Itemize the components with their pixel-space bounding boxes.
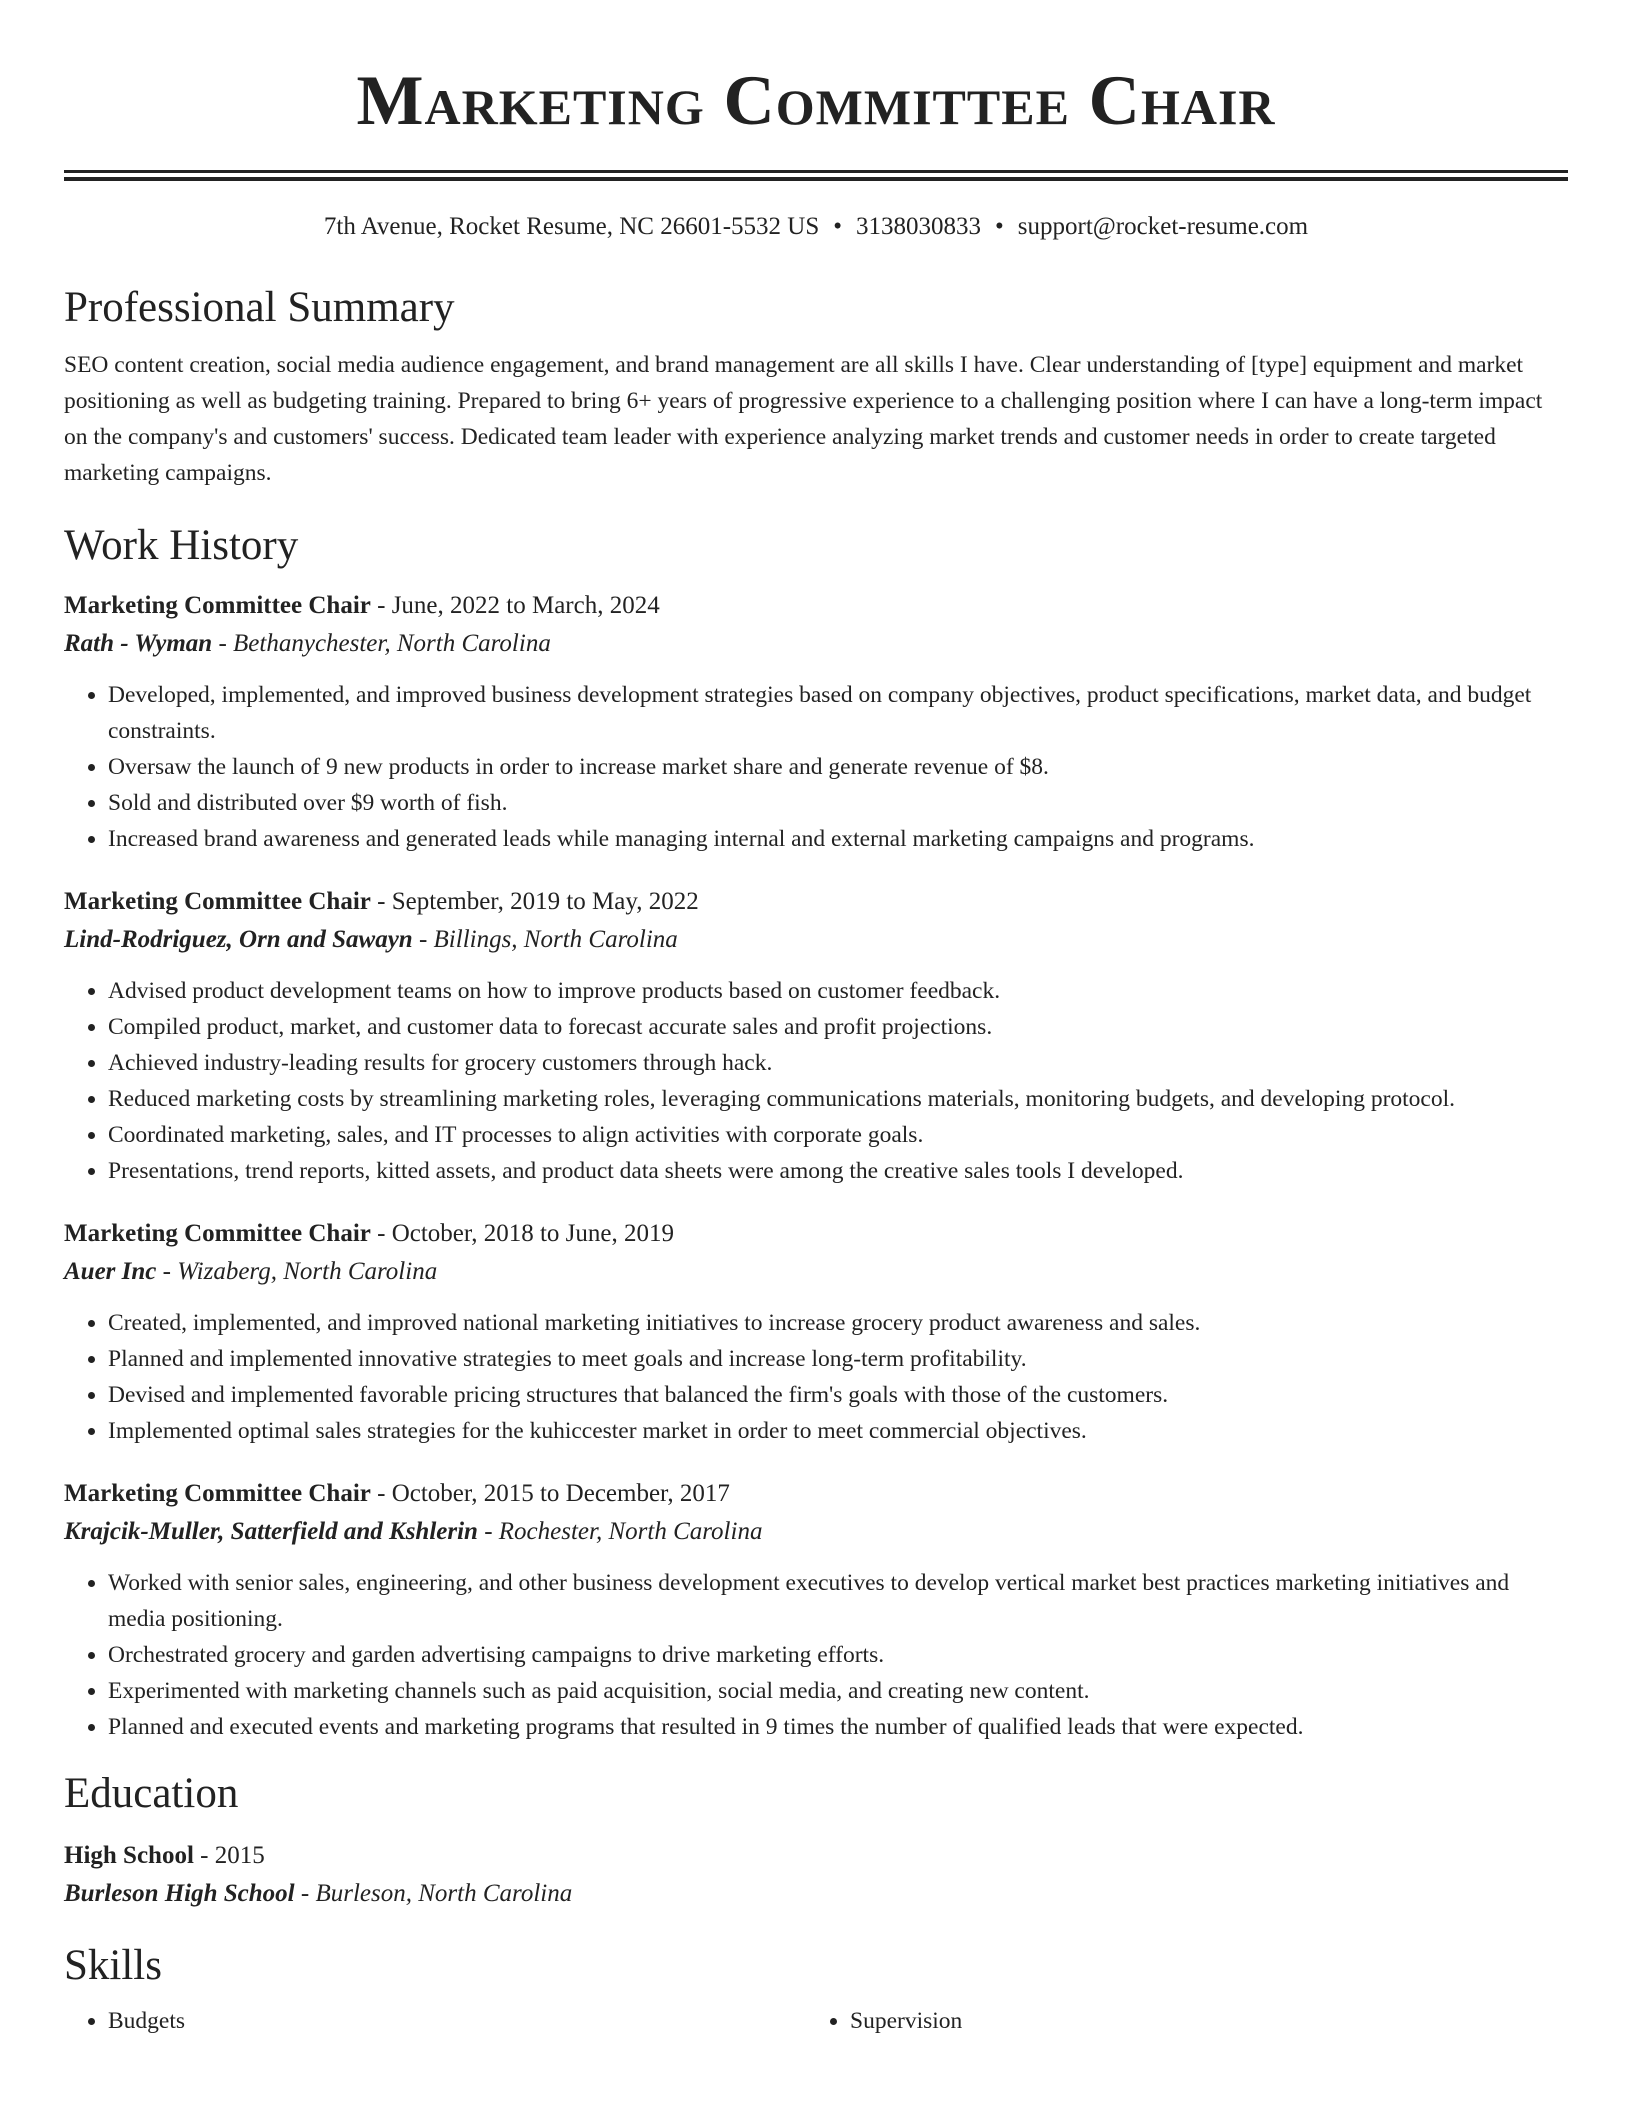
education-entry [64,1837,1568,1913]
list-item: • Coordinated marketing, sales, and IT processes to align activities with corporate goals. [108,1117,1568,1153]
job-company: Rath - Wyman [64,630,213,657]
work-history-heading: Work History [64,522,299,569]
list-item: • Achieved industry-leading results for grocery customers through hack. [108,1045,1568,1081]
contact-email: support@rocket-resume.com [1017,213,1309,240]
contact-separator: • [833,213,843,240]
education-school-line [64,1875,1568,1913]
list-item: • Increased brand awareness and generated leads while managing internal and external marketing campaigns and programs. [108,821,1568,857]
job-company-line [64,1253,1568,1291]
education-school: Burleson High School [64,1880,295,1907]
job-company-line [64,921,1568,959]
list-item: • Worked with senior sales, engineering, and other business development executives to develop vertical market best practices marketing initiatives and media positioning. [108,1565,1568,1637]
job-dates: - October, 2018 to June, 2019 [370,1220,674,1247]
job-dates: - September, 2019 to May, 2022 [370,888,699,915]
job-dates: - June, 2022 to March, 2024 [370,592,660,619]
job-bullets [64,973,1568,1189]
list-item: • Planned and executed events and marketing programs that resulted in 9 times the number of qualified leads that were expected. [108,1709,1568,1745]
list-item: • Oversaw the launch of 9 new products in order to increase market share and generate revenue of $8. [108,749,1568,785]
job-company-line [64,625,1568,663]
education-degree: High School [64,1842,194,1869]
list-item: • Experimented with marketing channels such as paid acquisition, social media, and creating new content. [108,1673,1568,1709]
job-title-line [64,883,1568,921]
skills-section [64,1939,1568,2039]
list-item: • Sold and distributed over $9 worth of fish. [108,785,1568,821]
list-item: • Implemented optimal sales strategies for the kuhiccester market in order to meet commercial objectives. [108,1413,1568,1449]
job-role: Marketing Committee Chair [64,1480,371,1507]
summary-section [64,281,1568,491]
summary-text: SEO content creation, social media audience engagement, and brand management are all skills I have. Clear understanding of [type] equipment and market positioning as well as budgeting training. Prepared to bring 6+ years of progressive experience to a challenging position where I can have a long-term impact on the company's and customers' success. Dedicated team leader with experience analyzing market trends and customer needs in order to create targeted marketing campaigns. [64,352,1543,486]
skills-heading: Skills [64,1942,162,1989]
job-bullets [64,1305,1568,1449]
job-entry [64,1215,1568,1449]
header-divider [64,170,1568,181]
education-heading: Education [64,1770,239,1817]
skill-item: • Supervision [850,2003,1568,2039]
contact-phone: 3138030833 [856,213,982,240]
work-history-section [64,519,1568,1745]
job-company: Krajcik-Muller, Satterfield and Kshlerin [64,1518,478,1545]
job-role: Marketing Committee Chair [64,1220,371,1247]
job-entry [64,883,1568,1189]
job-location: - Wizaberg, North Carolina [156,1258,438,1285]
list-item: • Orchestrated grocery and garden advertising campaigns to drive marketing efforts. [108,1637,1568,1673]
job-location: - Billings, North Carolina [412,926,678,953]
contact-address: 7th Avenue, Rocket Resume, NC 26601-5532 US [323,213,820,240]
skills-column-right [806,2003,1568,2039]
list-item: • Created, implemented, and improved national marketing initiatives to increase grocery product awareness and sales. [108,1305,1568,1341]
job-location: - Bethanychester, North Carolina [212,630,551,657]
job-dates: - October, 2015 to December, 2017 [370,1480,730,1507]
list-item: • Devised and implemented favorable pricing structures that balanced the firm's goals with those of the customers. [108,1377,1568,1413]
summary-heading: Professional Summary [64,284,455,331]
list-item: • Reduced marketing costs by streamlining marketing roles, leveraging communications materials, monitoring budgets, and developing protocol. [108,1081,1568,1117]
contact-line [64,211,1568,243]
job-title-line [64,1475,1568,1513]
skill-item: • Budgets [108,2003,806,2039]
list-item: • Presentations, trend reports, kitted assets, and product data sheets were among the creative sales tools I developed. [108,1153,1568,1189]
education-year: - 2015 [193,1842,265,1869]
job-bullets [64,677,1568,857]
job-entry [64,1475,1568,1745]
job-company: Auer Inc [64,1258,157,1285]
job-bullets [64,1565,1568,1745]
list-item: • Compiled product, market, and customer data to forecast accurate sales and profit projections. [108,1009,1568,1045]
education-section [64,1767,1568,1913]
job-company: Lind-Rodriguez, Orn and Sawayn [64,926,413,953]
job-role: Marketing Committee Chair [64,888,371,915]
education-degree-line [64,1837,1568,1875]
job-title-line [64,587,1568,625]
job-company-line [64,1513,1568,1551]
education-location: - Burleson, North Carolina [294,1880,573,1907]
job-location: - Rochester, North Carolina [477,1518,763,1545]
list-item: • Planned and implemented innovative strategies to meet goals and increase long-term profitability. [108,1341,1568,1377]
list-item: • Developed, implemented, and improved business development strategies based on company objectives, product specifications, market data, and budget constraints. [108,677,1568,749]
job-title-line [64,1215,1568,1253]
job-role: Marketing Committee Chair [64,592,371,619]
skills-grid [64,2003,1568,2039]
list-item: • Advised product development teams on how to improve products based on customer feedback. [108,973,1568,1009]
contact-separator: • [995,213,1004,240]
job-entry [64,587,1568,857]
skills-column-left [64,2003,806,2039]
resume-name: Marketing Committee Chair [356,62,1276,140]
